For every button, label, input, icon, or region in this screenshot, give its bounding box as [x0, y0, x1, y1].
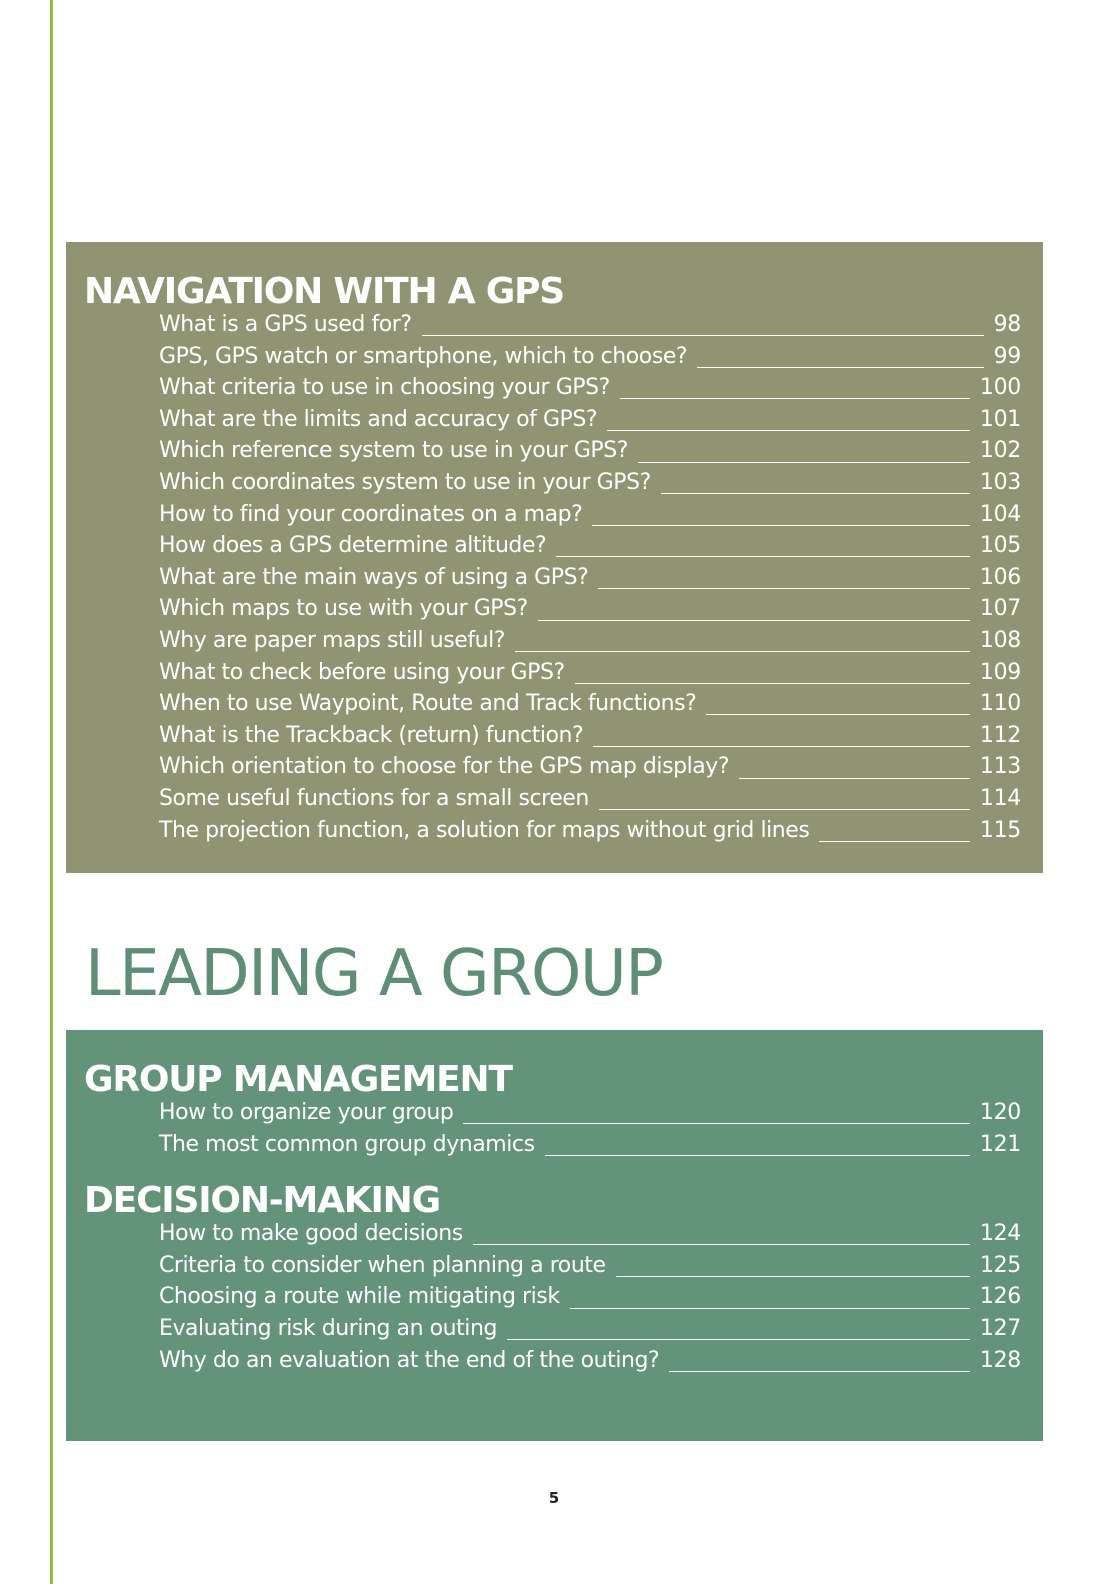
toc-entry-title: How does a GPS determine altitude? — [159, 533, 547, 559]
gps-section-title: NAVIGATION WITH A GPS — [84, 271, 565, 312]
toc-entry[interactable] — [84, 562, 1021, 594]
toc-entry-title: Which coordinates system to use in your GPS? — [159, 469, 651, 495]
toc-entry-title: Some useful functions for a small screen — [159, 785, 589, 811]
page-number: 5 — [548, 1489, 560, 1507]
toc-leader — [463, 1123, 969, 1124]
toc-entry-title: What are the main ways of using a GPS? — [159, 564, 589, 590]
toc-entry[interactable] — [84, 720, 1021, 752]
toc-entry-title: How to organize your group — [159, 1100, 454, 1125]
toc-entry[interactable] — [84, 593, 1021, 625]
toc-page-number: 104 — [979, 501, 1021, 527]
toc-leader — [422, 335, 984, 336]
toc-entry-title: What is a GPS used for? — [159, 312, 412, 337]
toc-entry[interactable] — [84, 404, 1021, 436]
toc-page-number: 103 — [979, 469, 1021, 495]
toc-entry-title: Which maps to use with your GPS? — [159, 596, 528, 622]
toc-entry-title: What is the Trackback (return) function? — [159, 722, 584, 748]
toc-page-number: 106 — [979, 564, 1021, 590]
toc-page-number: 100 — [979, 375, 1021, 401]
toc-entry-title: Criteria to consider when planning a route — [159, 1252, 606, 1278]
margin-rule — [50, 0, 53, 1584]
toc-leader — [575, 683, 970, 684]
toc-entry-title: The most common group dynamics — [159, 1131, 535, 1157]
toc-entry-title: Why are paper maps still useful? — [159, 627, 506, 653]
toc-entry[interactable] — [84, 341, 1021, 373]
toc-page-number: 109 — [979, 659, 1021, 685]
toc-entry[interactable] — [84, 657, 1021, 689]
toc-entry-title: Why do an evaluation at the end of the outing? — [159, 1347, 660, 1373]
toc-entry-title: What criteria to use in choosing your GPS? — [159, 375, 610, 401]
toc-page-number: 125 — [979, 1252, 1021, 1278]
toc-entry[interactable] — [84, 688, 1021, 720]
toc-leader — [661, 493, 970, 494]
toc-entry-title: When to use Waypoint, Route and Track functions? — [159, 691, 697, 717]
toc-leader — [599, 809, 970, 810]
toc-entry[interactable] — [84, 1281, 1021, 1313]
toc-leader — [515, 651, 970, 652]
decision-making-entry-list — [84, 1218, 1043, 1376]
toc-entry[interactable] — [84, 1097, 1021, 1129]
toc-entry[interactable] — [84, 1313, 1021, 1345]
toc-leader — [598, 588, 970, 589]
toc-entry[interactable] — [84, 1129, 1021, 1161]
toc-entry-title: How to find your coordinates on a map? — [159, 501, 583, 527]
toc-leader — [570, 1308, 970, 1309]
toc-entry-title: What are the limits and accuracy of GPS? — [159, 406, 598, 432]
gps-section — [66, 242, 1043, 873]
toc-entry-title: How to make good decisions — [159, 1221, 463, 1247]
toc-page-number: 112 — [979, 722, 1021, 748]
toc-entry[interactable] — [84, 783, 1021, 815]
toc-entry-title: Which reference system to use in your GPS? — [159, 438, 628, 464]
toc-entry-title: What to check before using your GPS? — [159, 659, 565, 685]
toc-page-number: 113 — [979, 754, 1021, 780]
toc-entry[interactable] — [84, 530, 1021, 562]
toc-page-number: 101 — [979, 406, 1021, 432]
toc-leader — [607, 430, 970, 431]
toc-leader — [819, 841, 970, 842]
toc-entry[interactable] — [84, 1345, 1021, 1377]
toc-entry[interactable] — [84, 309, 1021, 341]
toc-entry-title: Choosing a route while mitigating risk — [159, 1284, 560, 1310]
toc-page-number: 108 — [979, 627, 1021, 653]
toc-page-number: 121 — [979, 1131, 1021, 1157]
toc-page-number: 105 — [979, 533, 1021, 559]
toc-leader — [638, 462, 970, 463]
toc-page-number: 114 — [979, 785, 1021, 811]
toc-leader — [616, 1276, 970, 1277]
toc-entry-title: GPS, GPS watch or smartphone, which to choose? — [159, 343, 688, 369]
toc-leader — [620, 398, 970, 399]
toc-entry[interactable] — [84, 1218, 1021, 1250]
toc-entry-title: Which orientation to choose for the GPS map display? — [159, 754, 730, 780]
toc-leader — [592, 525, 970, 526]
toc-leader — [556, 556, 970, 557]
toc-entry[interactable] — [84, 1250, 1021, 1282]
toc-page-number: 115 — [979, 817, 1021, 843]
toc-page-number: 127 — [979, 1315, 1021, 1341]
toc-page-number: 99 — [993, 343, 1021, 369]
decision-making-title: DECISION-MAKING — [84, 1180, 440, 1222]
group-management-entry-list — [84, 1097, 1043, 1160]
chapter-heading: LEADING A GROUP — [85, 937, 663, 1011]
toc-entry[interactable] — [84, 372, 1021, 404]
toc-page-number: 102 — [979, 438, 1021, 464]
toc-leader — [593, 746, 970, 747]
toc-page-number: 120 — [979, 1100, 1021, 1125]
toc-page-number: 107 — [979, 596, 1021, 622]
group-section — [66, 1030, 1043, 1441]
toc-entry-title: Evaluating risk during an outing — [159, 1315, 497, 1341]
toc-leader — [706, 714, 970, 715]
toc-page-number: 98 — [993, 312, 1021, 337]
toc-entry[interactable] — [84, 467, 1021, 499]
toc-entry[interactable] — [84, 499, 1021, 531]
toc-leader — [697, 367, 983, 368]
toc-entry[interactable] — [84, 435, 1021, 467]
toc-leader — [669, 1371, 970, 1372]
toc-entry[interactable] — [84, 625, 1021, 657]
toc-leader — [739, 778, 970, 779]
toc-leader — [538, 620, 970, 621]
toc-page-number: 110 — [979, 691, 1021, 717]
toc-entry-title: The projection function, a solution for maps without grid lines — [159, 817, 810, 843]
toc-page-number: 128 — [979, 1347, 1021, 1373]
toc-page-number: 124 — [979, 1221, 1021, 1247]
gps-entry-list — [84, 309, 1043, 846]
group-management-title: GROUP MANAGEMENT — [84, 1059, 512, 1100]
toc-page-number: 126 — [979, 1284, 1021, 1310]
toc-entry[interactable] — [84, 751, 1021, 783]
toc-leader — [545, 1155, 970, 1156]
toc-leader — [473, 1244, 970, 1245]
toc-leader — [507, 1339, 970, 1340]
toc-entry[interactable] — [84, 815, 1021, 847]
